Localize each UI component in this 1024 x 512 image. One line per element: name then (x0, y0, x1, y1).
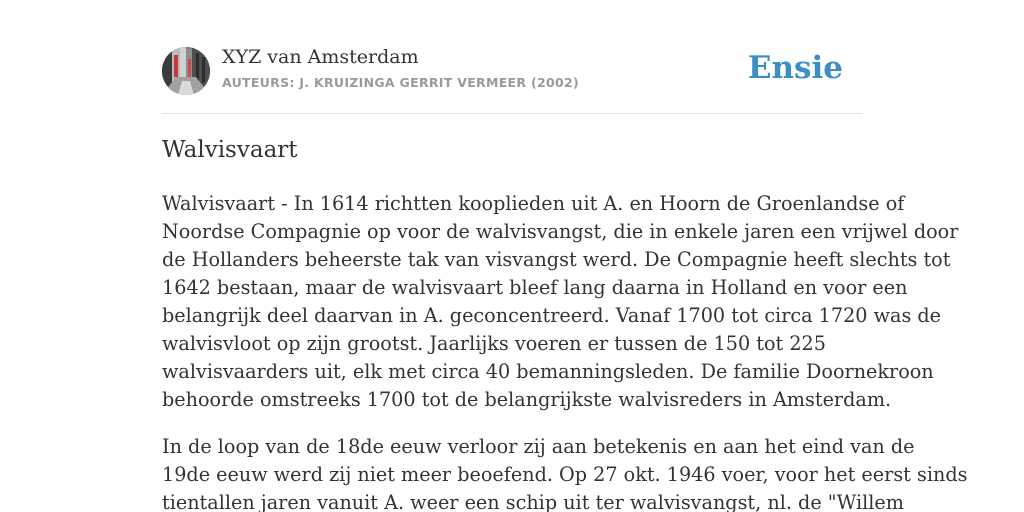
paragraph-line: walvisvaarders uit, elk met circa 40 bemanningsleden. De familie Doornekroon (162, 360, 934, 383)
authors-line: AUTEURS: J. KRUIZINGA GERRIT VERMEER (2002) (222, 75, 579, 90)
paragraph-line: behoorde omstreeks 1700 tot de belangrijkste walvisreders in Amsterdam. (162, 388, 892, 411)
header-divider (162, 113, 862, 114)
ensie-logo[interactable]: Ensie (747, 50, 843, 86)
paragraph-line: Walvisvaart - In 1614 richtten kooplieden uit A. en Hoorn de Groenlandse of (162, 192, 905, 215)
source-title[interactable]: XYZ van Amsterdam (222, 46, 419, 68)
entry-header (162, 46, 862, 96)
paragraph-line: tientallen jaren vanuit A. weer een schip uit ter walvisvangst, nl. de "Willem (162, 491, 904, 512)
paragraph-line: de Hollanders beheerste tak van visvangst werd. De Compagnie heeft slechts tot (162, 248, 951, 271)
paragraph-line: Noordse Compagnie op voor de walvisvangst, die in enkele jaren een vrijwel door (162, 220, 959, 243)
paragraph-line: 1642 bestaan, maar de walvisvaart bleef lang daarna in Holland en voor een (162, 276, 908, 299)
paragraph-line: 19de eeuw werd zij niet meer beoefend. Op 27 okt. 1946 voer, voor het eerst sinds (162, 463, 968, 486)
paragraph (162, 433, 968, 512)
entry-title: Walvisvaart (162, 137, 298, 163)
entry-body (162, 190, 968, 512)
source-avatar[interactable] (162, 47, 210, 95)
paragraph-line: belangrijk deel daarvan in A. geconcentreerd. Vanaf 1700 tot circa 1720 was de (162, 304, 942, 327)
street-photo-icon (162, 47, 210, 95)
paragraph (162, 190, 959, 414)
paragraph-line: walvisvloot op zijn grootst. Jaarlijks voeren er tussen de 150 tot 225 (162, 332, 826, 355)
paragraph-line: In de loop van de 18de eeuw verloor zij aan betekenis en aan het eind van de (162, 435, 915, 458)
